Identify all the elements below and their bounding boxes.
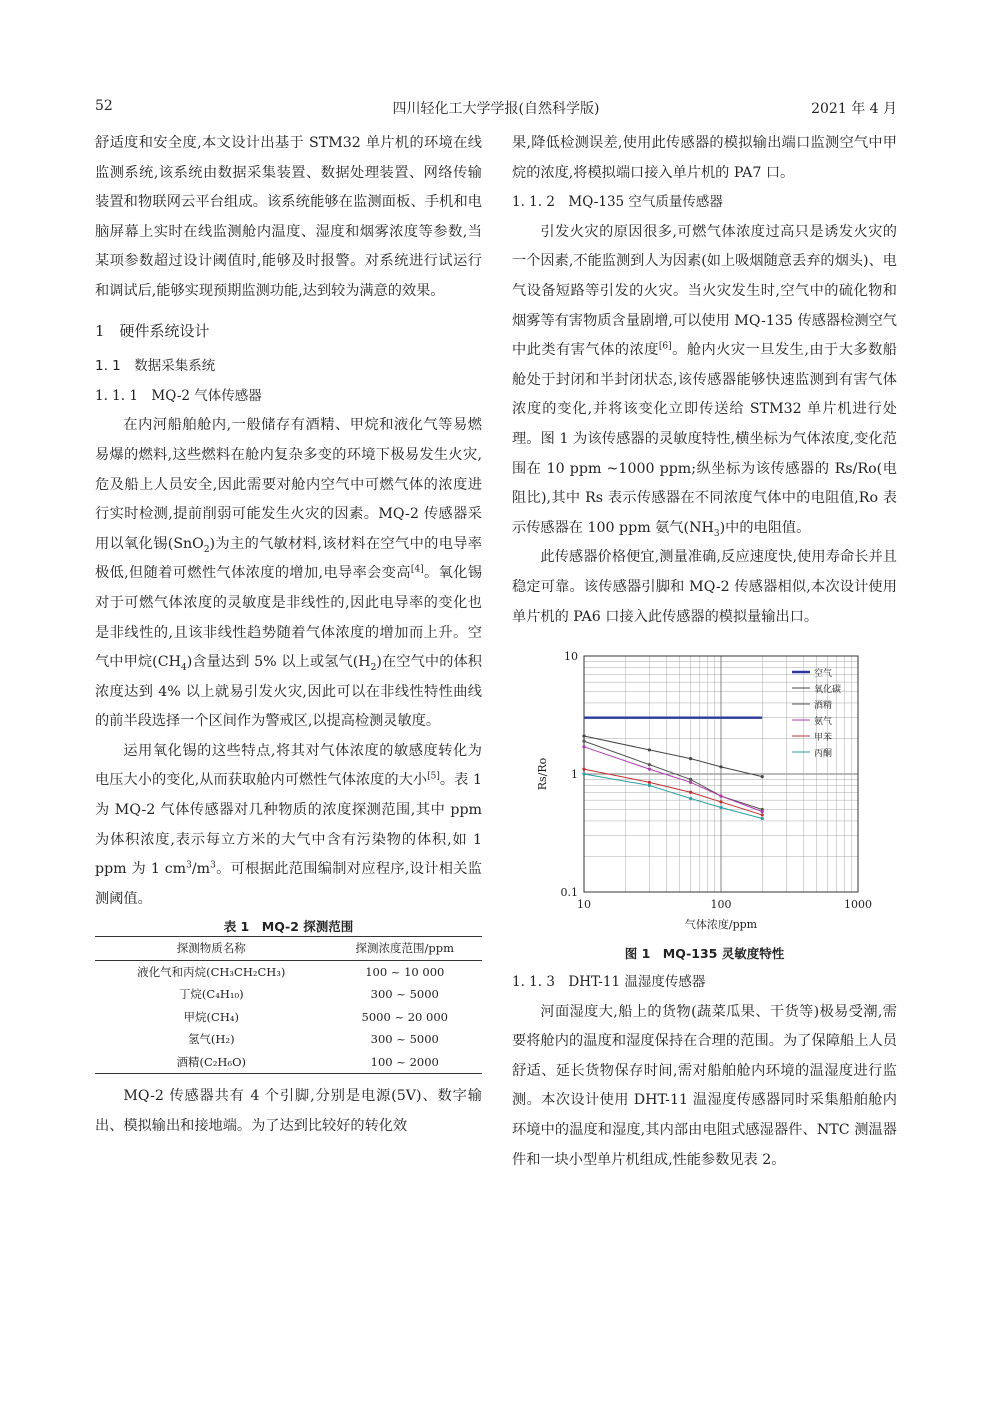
data-point xyxy=(761,817,764,820)
series-line xyxy=(584,769,762,815)
table-row: 甲烷(CH₄) 5000 ~ 20 000 xyxy=(183,1009,448,1024)
legend-label: 氧化碳 xyxy=(814,685,842,696)
subsubsection-heading: 1. 1. 1 MQ-2 气体传感器 xyxy=(95,387,262,404)
paragraph: 引发火灾的原因很多,可燃气体浓度过高只是诱发火灾的一个因素,不能监测到人为因素(如上吸烟随意丢弃的烟头)、电气设备短路等引发的火灾。当火灾发生时,空气中的硫化物和烟雾等有害物质含量剧增,可以使用 MQ-135 传感器检测空气中此类有害气体的浓度[6]。舱内火灾一旦发生,由于大多数船舱处于封闭和半封闭状态,该传感器能够快速监测到有害气体浓度的变化,并将该变化立即传送给 STM32 单片机进行处理。图 1 为该传感器的灵敏度特性,横坐标为气体浓度,变化范围在 10 ppm ~1000 ppm;纵坐标为该传感器的 Rs/Ro(电阻比),其中 Rs 表示传感器在不同浓度气体中的电阻值,Ro 表示传感器在 100 ppm 氨气$(NH_3)$中的电阻值。 xyxy=(512,223,897,539)
data-point xyxy=(761,810,764,813)
data-point xyxy=(648,768,651,771)
data-point xyxy=(761,775,764,778)
legend-label: 酒精 xyxy=(814,701,833,712)
data-point xyxy=(582,745,585,748)
data-point xyxy=(582,740,585,743)
data-point xyxy=(689,757,692,760)
data-point xyxy=(719,795,722,798)
paragraph: 运用氧化锡的这些特点,将其对气体浓度的敏感度转化为电压大小的变化,从而获取舱内可燃性气体浓度的大小[5]。表 1 为 MQ-2 气体传感器对几种物质的浓度探测范围,其中 ppm 为体积浓度,表示每立方米的大气中含有污染物的体积,如 1 ppm 为 1 $cm^3/m^3$。可根据此范围编制对应程序,设计相关监测阈值。 xyxy=(95,742,483,907)
paragraph: 此传感器价格便宜,测量准确,反应速度快,使用寿命长并且稳定可靠。该传感器引脚和 MQ-2 传感器相似,本次设计使用单片机的 PA6 口接入此传感器的模拟量输出口。 xyxy=(512,549,897,625)
legend-label: 空气 xyxy=(814,669,833,680)
data-point xyxy=(719,806,722,809)
paragraph: 在内河船舶舱内,一般储存有酒精、甲烷和液化气等易燃易爆的燃料,这些燃料在舱内复杂多变的环境下极易发生火灾,危及船上人员安全,因此需要对舱内空气中可燃气体的浓度进行实时检测,提前削弱可能发生火灾的因素。MQ-2 传感器采用以氧化锡(SnO$_2$)为主的气敏材料,该材料在空气中的电导率极低,但随着可燃性气体浓度的增加,电导率会变高[4]。氧化锡对于可燃气体浓度的灵敏度是非线性的,因此电导率的变化也是非线性的,且该非线性趋势随着气体浓度的增加而上升。空气中甲烷$(CH_4)$含量达到 5% 以上或氢气$(H_2)$在空气中的体积浓度达到 4% 以上就易引发火灾,因此可以在非线性特性曲线的前半段选择一个区间作为警戒区,以提高检测灵敏度。 xyxy=(95,417,482,730)
data-point xyxy=(689,791,692,794)
paragraph: MQ-2 传感器共有 4 个引脚,分别是电源(5V)、数字输出、模拟输出和接地端。为了达到比较好的转化效 xyxy=(95,1088,482,1135)
table-row: 液化气和丙烷(CH₃CH₂CH₃) 100 ~ 10 000 xyxy=(137,964,445,979)
y-tick-label: 10 xyxy=(564,650,578,664)
y-axis-label: Rs/Ro xyxy=(536,757,549,791)
table-row: 酒精(C₂H₆O) 100 ~ 2000 xyxy=(176,1054,439,1069)
legend-label: 甲苯 xyxy=(814,733,833,744)
left-column xyxy=(95,129,482,1142)
figure xyxy=(512,640,897,940)
right-column xyxy=(512,129,897,1175)
subsection-heading: 1. 1 数据采集系统 xyxy=(95,358,216,375)
data-point xyxy=(689,781,692,784)
table-header: 探测浓度范围/ppm xyxy=(328,937,482,961)
detection-range-table xyxy=(95,936,482,1074)
x-tick-label: 1000 xyxy=(844,898,872,912)
paragraph: 河面湿度大,船上的货物(蔬菜瓜果、干货等)极易受潮,需要将舱内的温度和湿度保持在合理的范围。为了保障船上人员舒适、延长货物保存时间,需对船舶舱内环境的温湿度进行监测。本次设计使用 DHT-11 温湿度传感器同时采集船舶舱内环境中的温度和湿度,其内部由电阻式感湿器件、NTC 测温器件和一块小型单片机组成,性能参数见表 2。 xyxy=(512,1003,897,1168)
series-line xyxy=(584,774,762,818)
data-point xyxy=(648,748,651,751)
paragraph: 舒适度和安全度,本文设计出基于 STM32 单片机的环境在线监测系统,该系统由数据采集装置、数据处理装置、网络传输装置和物联网云平台组成。该系统能够在监测面板、手机和电脑屏幕上实时在线监测舱内温度、湿度和烟雾浓度等参数,当某项参数超过设计阈值时,能够及时报警。对系统进行试运行和调试后,能够实现预期监测功能,达到较为满意的效果。 xyxy=(95,135,482,299)
data-point xyxy=(648,784,651,787)
subsubsection-heading: 1. 1. 3 DHT-11 温湿度传感器 xyxy=(512,974,706,991)
issue-date: 2021 年 4 月 xyxy=(811,101,897,117)
journal-title: 四川轻化工大学学报(自然科学版) xyxy=(392,101,600,117)
data-point xyxy=(761,813,764,816)
table-row: 丁烷(C₄H₁₀) 300 ~ 5000 xyxy=(178,987,439,1002)
table-header: 探测物质名称 xyxy=(95,937,328,961)
data-point xyxy=(719,765,722,768)
page-header xyxy=(95,98,897,120)
table-row: 氢气(H₂) 300 ~ 5000 xyxy=(187,1032,439,1047)
series-line xyxy=(584,741,762,809)
data-point xyxy=(719,800,722,803)
section-heading: 1 硬件系统设计 xyxy=(95,321,210,340)
data-point xyxy=(689,797,692,800)
table-caption: 表 1 MQ-2 探测范围 xyxy=(223,919,354,935)
y-tick-label: 1 xyxy=(571,768,578,782)
data-point xyxy=(582,768,585,771)
data-point xyxy=(582,734,585,737)
x-tick-label: 100 xyxy=(710,898,732,912)
data-point xyxy=(689,778,692,781)
paragraph: 果,降低检测误差,使用此传感器的模拟输出端口监测空气中甲烷的浓度,将模拟端口接入单片机的 PA7 口。 xyxy=(512,135,897,181)
subsubsection-heading: 1. 1. 2 MQ-135 空气质量传感器 xyxy=(512,194,723,211)
data-point xyxy=(582,772,585,775)
x-axis-label: 气体浓度/ppm xyxy=(684,918,758,932)
data-point xyxy=(648,763,651,766)
legend-label: 丙酮 xyxy=(814,749,833,760)
sensitivity-chart xyxy=(512,640,897,940)
data-point xyxy=(648,781,651,784)
x-tick-label: 10 xyxy=(577,898,591,912)
page-number: 52 xyxy=(95,98,113,114)
y-tick-label: 0.1 xyxy=(560,886,578,900)
legend-label: 氨气 xyxy=(814,717,833,728)
figure-caption: 图 1 MQ-135 灵敏度特性 xyxy=(624,946,785,962)
